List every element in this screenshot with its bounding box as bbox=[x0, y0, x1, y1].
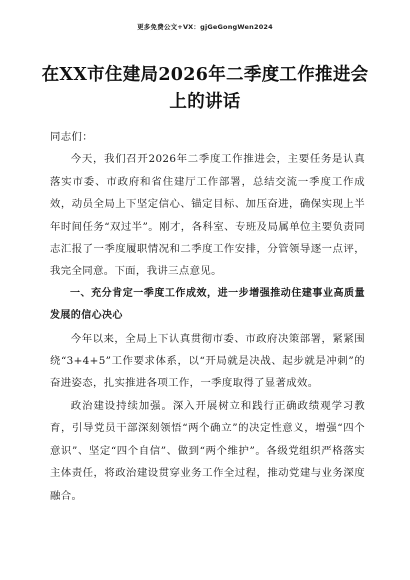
document-body bbox=[50, 126, 365, 507]
header-note: 更多免费公文+VX：gjGeGongWen2024 bbox=[137, 23, 273, 31]
salutation: 同志们： bbox=[50, 131, 93, 143]
section-paragraph: 政治建设持续加强。深入开展树立和践行正确政绩观学习教育，引导党员干部深刻领悟“两个确立”的决定性意义，增强“四个意识”、坚定“四个自信”、做到“两个维护”。各级党组织严格落实主体责任，将政治建设贯穿业务工作全过程，推动党建与业务深度融合。 bbox=[50, 399, 365, 502]
section-heading: 一、充分肯定一季度工作成效，进一步增强推动住建事业高质量发展的信心决心 bbox=[50, 287, 365, 322]
intro-paragraph: 今天，我们召开2026年二季度工作推进会，主要任务是认真落实市委、市政府和省住建厅工作部署，总结交流一季度工作成效，动员全局上下坚定信心、锚定目标、加压奋进，确保实现上半年时间任务“双过半”。刚才，各科室、专班及局属单位主要负责同志汇报了一季度履职情况和二季度工作安排，分管领导逐一点评，我完全同意。下面，我讲三点意见。 bbox=[50, 153, 365, 278]
section-paragraph: 今年以来，全局上下认真贯彻市委、市政府决策部署，紧紧围绕“3+4+5”工作要求体系，以“开局就是决战、起步就是冲刺”的奋进姿态，扎实推进各项工作，一季度取得了显著成效。 bbox=[50, 332, 365, 390]
document-title: 在XX市住建局2026年二季度工作推进会上的讲话 bbox=[41, 65, 369, 112]
